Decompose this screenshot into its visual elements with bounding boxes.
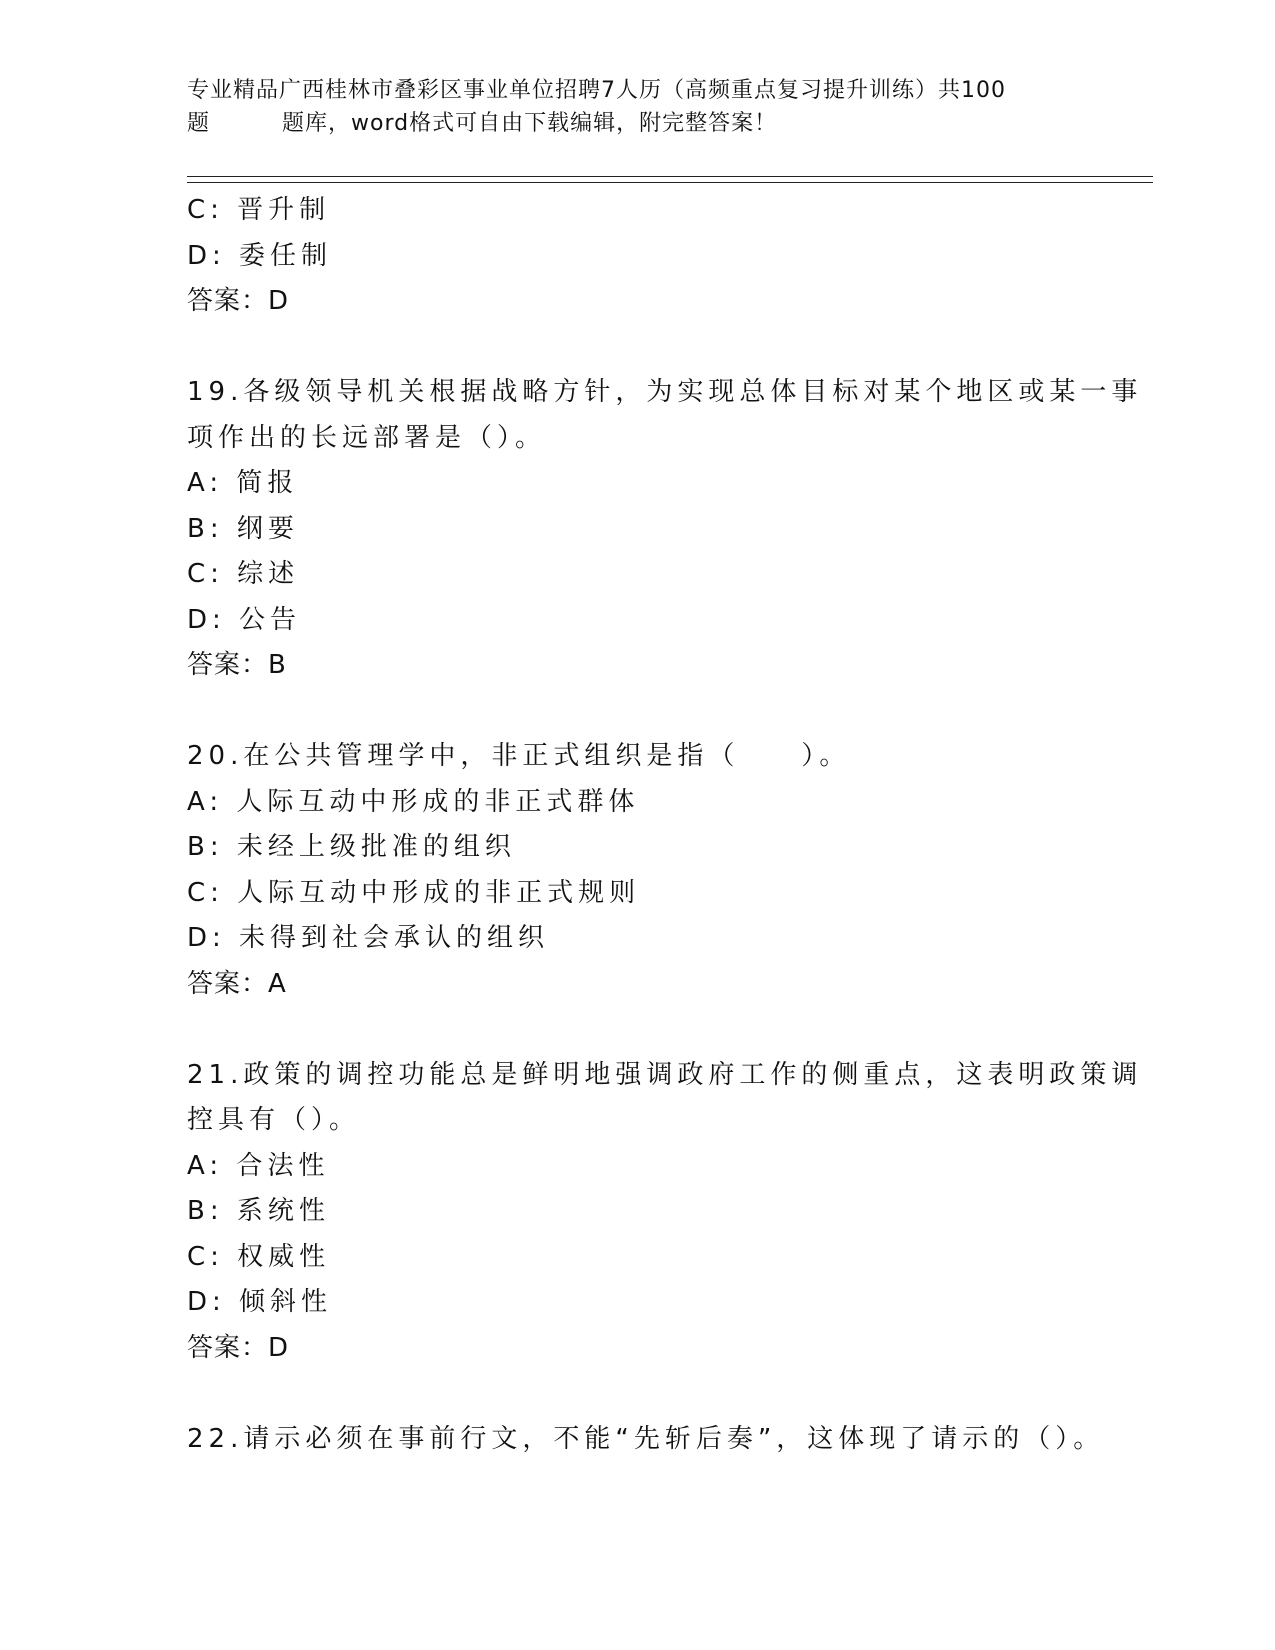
question-stem-line1: 21.政策的调控功能总是鲜明地强调政府工作的侧重点，这表明政策调 — [187, 1059, 1143, 1090]
option-a: A: 合法性 — [187, 1150, 330, 1181]
option-c: C: 晋升制 — [187, 195, 331, 225]
option-b: B: 纲要 — [187, 513, 299, 544]
header-title-line2 — [187, 111, 777, 136]
question-block-20 — [187, 734, 1087, 1007]
question-stem-line2: 控具有（）。 — [187, 1105, 361, 1135]
header-title-line2-start: 题 — [187, 111, 211, 136]
option-a: A: 简报 — [187, 468, 299, 498]
spacer — [187, 1371, 1087, 1417]
document-body — [187, 188, 1143, 1462]
option-b: B: 系统性 — [187, 1196, 330, 1226]
answer-line: 答案：D — [187, 1332, 290, 1363]
option-d: D: 公告 — [187, 604, 302, 635]
spacer — [187, 1007, 1087, 1053]
option-c: C: 综述 — [187, 559, 300, 589]
option-d: D: 倾斜性 — [187, 1287, 333, 1317]
option-d: D: 未得到社会承认的组织 — [187, 923, 550, 953]
question-block-21 — [187, 1053, 1143, 1372]
answer-line: 答案：B — [187, 650, 287, 680]
spacer — [187, 325, 1087, 371]
question-block-22 — [187, 1417, 1105, 1463]
header-title-line1: 专业精品广西桂林市叠彩区事业单位招聘7人历（高频重点复习提升训练）共100 — [187, 78, 1006, 103]
answer-line: 答案：D — [187, 286, 290, 316]
spacer — [187, 689, 1087, 735]
option-c: C: 权威性 — [187, 1241, 331, 1272]
option-d: D: 委任制 — [187, 240, 333, 271]
answer-line: 答案：A — [187, 968, 287, 999]
question-stem-line1: 22.请示必须在事前行文，不能“先斩后奏”，这体现了请示的（）。 — [187, 1423, 1105, 1454]
question-stem-line2: 项作出的长远部署是（）。 — [187, 422, 547, 453]
question-block-18-tail — [187, 188, 1087, 325]
header-title-line2-rest: 题库，word格式可自由下载编辑，附完整答案！ — [282, 111, 778, 136]
option-c: C: 人际互动中形成的非正式规则 — [187, 877, 641, 908]
option-a: A: 人际互动中形成的非正式群体 — [187, 786, 640, 817]
option-b: B: 未经上级批准的组织 — [187, 832, 516, 862]
header-rule-bottom — [187, 182, 1153, 183]
question-block-19 — [187, 370, 1143, 689]
document-header — [187, 74, 1087, 140]
question-stem-line1: 20.在公共管理学中，非正式组织是指（ ）。 — [187, 741, 851, 771]
header-rule-top — [187, 176, 1153, 177]
question-stem-line1: 19.各级领导机关根据战略方针，为实现总体目标对某个地区或某一事 — [187, 377, 1143, 407]
